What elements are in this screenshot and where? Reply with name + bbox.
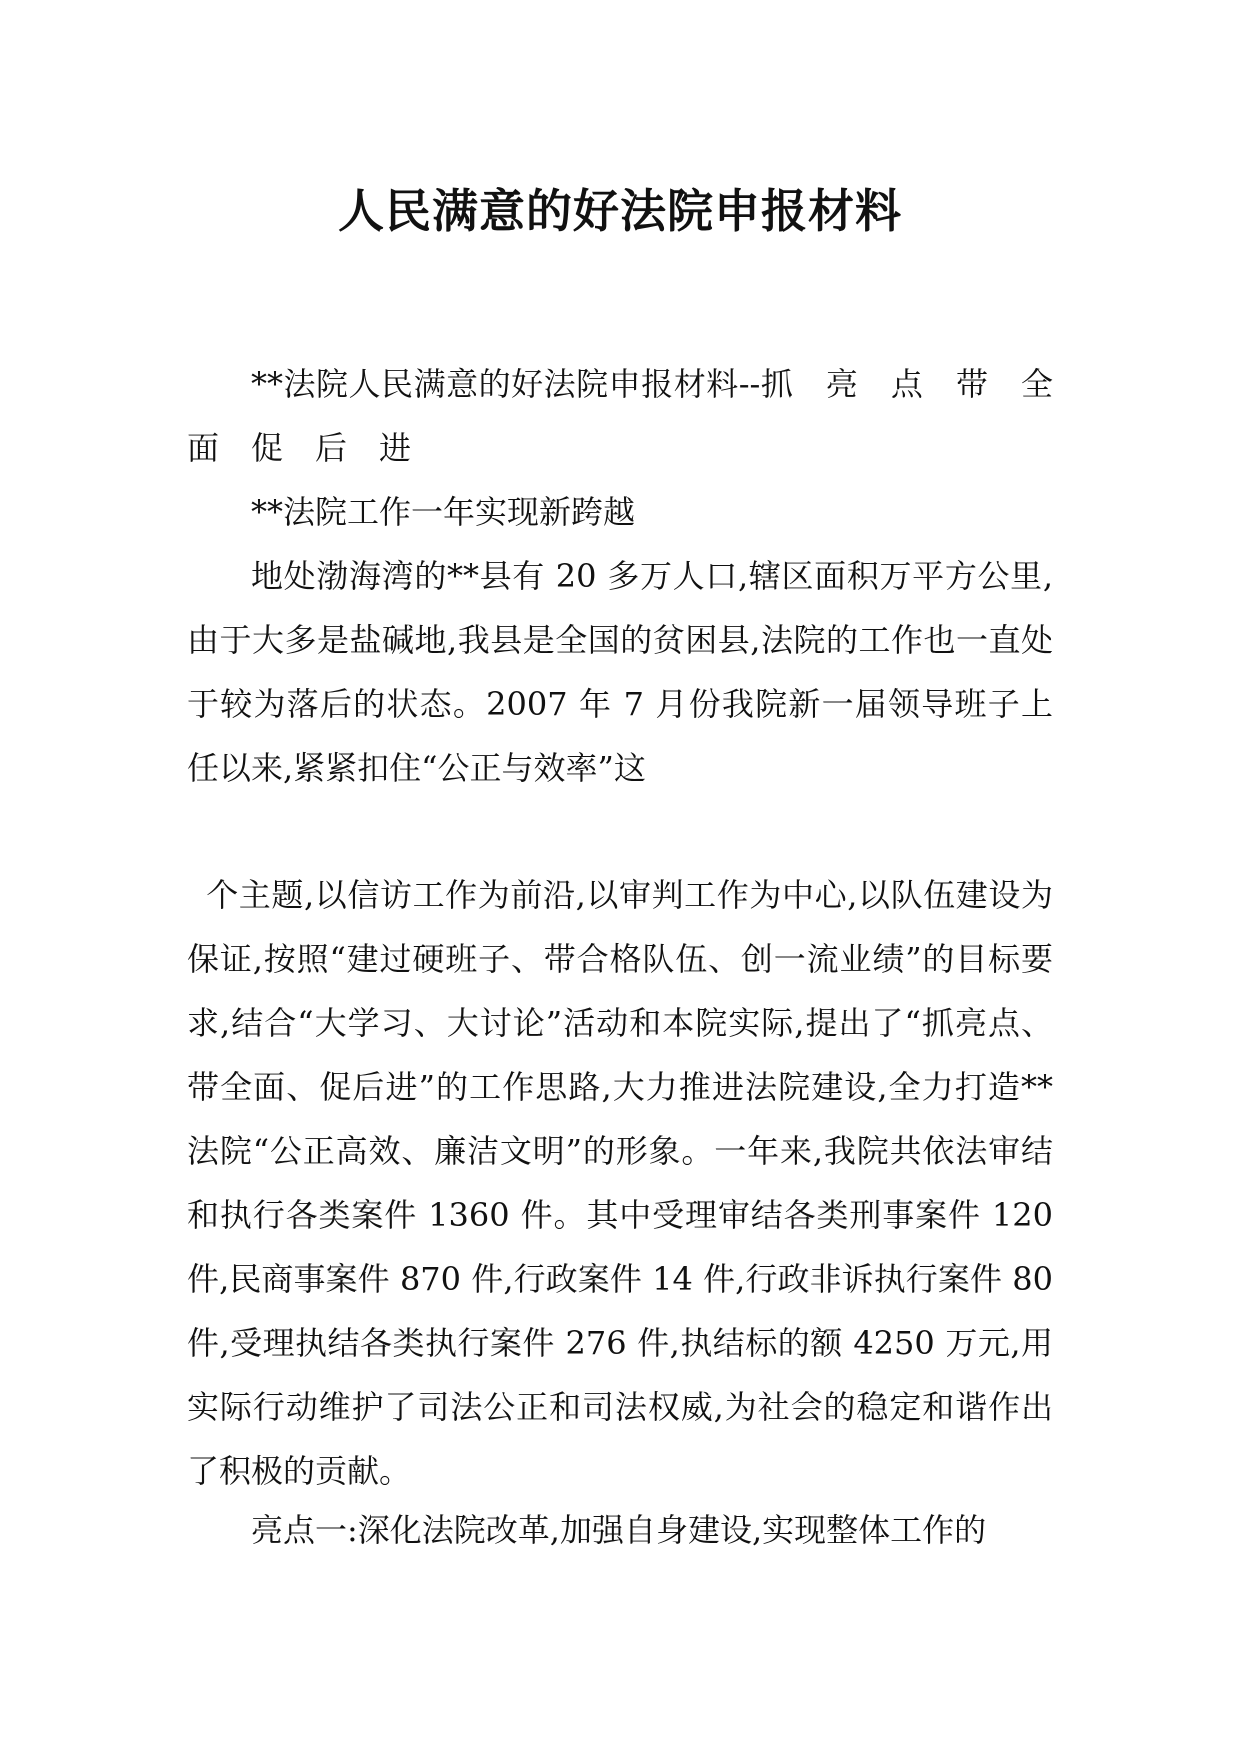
document-title: 人民满意的好法院申报材料: [338, 183, 902, 238]
intro-paragraph: 地处渤海湾的**县有 20 多万人口,辖区面积万平方公里,由于大多是盐碱地,我县是全国的贫困县,法院的工作也一直处于较为落后的状态。2007 年 7 月份我院新一届领导班子上任以来,紧紧扣住“公正与效率”这: [187, 557, 1053, 787]
continuation-paragraph: 个主题,以信访工作为前沿,以审判工作为中心,以队伍建设为保证,按照“建过硬班子、带合格队伍、创一流业绩”的目标要求,结合“大学习、大讨论”活动和本院实际,提出了“抓亮点、带全面、促后进”的工作思路,大力推进法院建设,全力打造**法院“公正高效、廉洁文明”的形象。一年来,我院共依法审结和执行各类案件 1360 件。其中受理审结各类刑事案件 120 件,民商事案件 870 件,行政案件 14 件,行政非诉执行案件 80 件,受理执结各类执行案件 276 件,执结标的额 4250 万元,用实际行动维护了司法公正和司法权威,为社会的稳定和谐作出了积极的贡献。: [187, 876, 1053, 1490]
highlight-section: [187, 1498, 1053, 1562]
subtitle-paragraph: **法院人民满意的好法院申报材料--抓 亮 点 带 全 面 促 后 进: [187, 365, 1086, 467]
highlight-paragraph: 亮点一:深化法院改革,加强自身建设,实现整体工作的: [251, 1511, 987, 1549]
main-section: [187, 863, 1053, 1503]
heading-paragraph: **法院工作一年实现新跨越: [251, 493, 636, 531]
opening-section: [187, 352, 1086, 800]
